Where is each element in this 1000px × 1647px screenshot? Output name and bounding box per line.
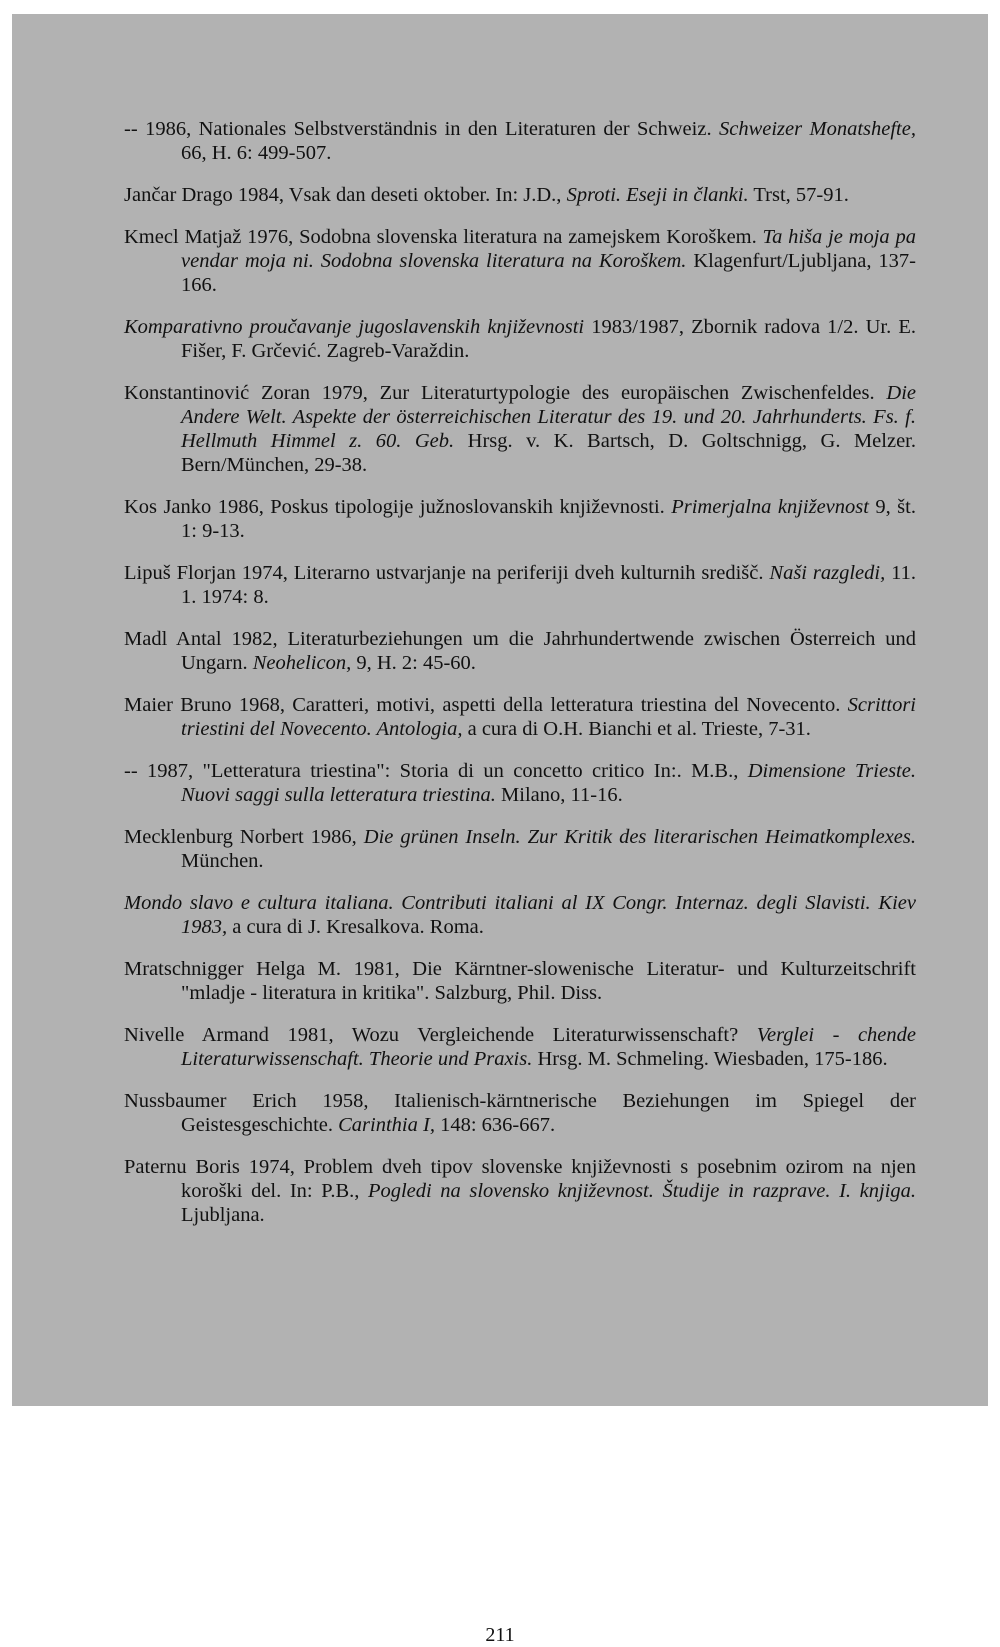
entry-title-italic: Die Andere Welt. Aspekte der österreichischen Literatur des 19. und 20. Jahrhunderts. Fs. f. Hellmuth Himmel z. 60. Geb. [181,382,916,452]
entry-text: Hrsg. M. Schmeling. Wiesbaden, 175-186. [532,1048,888,1070]
entry-title-italic: Ta hiša je moja pa vendar moja ni. Sodobna slovenska literatura na Koroškem. [181,226,916,272]
entry-text: Mratschnigger Helga M. 1981, Die Kärntner-slowenische Literatur- und Kulturzeitschrift "mladje - literatura in kritika". Salzburg, Phil. Diss. [124,958,916,1004]
bibliography-list [124,117,916,1245]
entry-text: 9, H. 2: 45-60. [351,652,476,674]
entry-title-italic: Primerjalna književnost [671,496,869,518]
bibliography-entry [124,1155,916,1227]
page-number: 211 [485,1624,515,1646]
entry-text: München. [181,850,264,872]
entry-text: 11. 1. 1974: 8. [181,562,916,608]
scanned-page [12,14,988,1646]
entry-text: -- 1986, Nationales Selbstverständnis in den Literaturen der Schweiz. [124,118,719,140]
bibliography-entry [124,183,916,207]
entry-title-italic: Die grünen Inseln. Zur Kritik des literarischen Heimatkomplexes. [363,826,916,848]
entry-text: 148: 636-667. [434,1114,556,1136]
entry-text: Kmecl Matjaž 1976, Sodobna slovenska literatura na zamejskem Koroškem. [124,226,763,248]
entry-text: Lipuš Florjan 1974, Literarno ustvarjanje na periferiji dveh kulturnih središč. [124,562,770,584]
entry-title-italic: Naši razgledi, [769,562,886,584]
entry-text: Madl Antal 1982, Literaturbeziehungen um die Jahrhundertwende zwischen Österreich und Ungarn. [124,628,916,674]
entry-text: a cura di J. Kresalkova. Roma. [227,916,484,938]
entry-title-italic: Dimensione Trieste. Nuovi saggi sulla letteratura triestina. [181,760,916,806]
bibliography-entry [124,627,916,675]
entry-text: 9, št. 1: 9-13. [181,496,916,542]
entry-text: Paternu Boris 1974, Problem dveh tipov slovenske književnosti s posebnim ozirom na njen koroški del. In: P.B., [124,1156,916,1202]
bibliography-entry [124,891,916,939]
bibliography-entry [124,225,916,297]
entry-text: 1983/1987, Zbornik radova 1/2. Ur. E. Fišer, F. Grčević. Zagreb-Varaždin. [181,316,916,362]
entry-text: Trst, 57-91. [748,184,849,206]
entry-title-italic: Verglei - chende Literaturwissenschaft. Theorie und Praxis. [181,1024,916,1070]
entry-text: Konstantinović Zoran 1979, Zur Literaturtypologie des europäischen Zwischenfeldes. [124,382,887,404]
bibliography-entry [124,495,916,543]
entry-title-italic: Scrittori triestini del Novecento. Antologia, [181,694,916,740]
entry-title-italic: Neohelicon, [252,652,352,674]
entry-title-italic: Schweizer Monatshefte, [718,118,916,140]
bibliography-entry [124,561,916,609]
entry-text: -- 1987, "Letteratura triestina": Storia di un concetto critico In:. M.B., [124,760,748,782]
entry-text: a cura di O.H. Bianchi et al. Trieste, 7-31. [462,718,811,740]
entry-text: 66, H. 6: 499-507. [181,142,332,164]
entry-title-italic: Carinthia I, [338,1114,435,1136]
bibliography-entry [124,315,916,363]
entry-text: Nussbaumer Erich 1958, Italienisch-kärntnerische Beziehungen im Spiegel der Geistesgeschichte. [124,1090,916,1136]
entry-title-italic: Mondo slavo e cultura italiana. Contributi italiani al IX Congr. Internaz. degli Slavisti. Kiev 1983, [124,892,916,938]
entry-title-italic: Komparativno proučavanje jugoslavenskih književnosti [124,316,585,338]
entry-text: Hrsg. v. K. Bartsch, D. Goltschnigg, G. Melzer. Bern/München, 29-38. [181,430,916,476]
bibliography-entry [124,1089,916,1137]
entry-title-italic: Pogledi na slovensko književnost. Študije in razprave. I. knjiga. [367,1180,916,1202]
entry-text: Milano, 11-16. [495,784,623,806]
bibliography-entry [124,1023,916,1071]
entry-text: Ljubljana. [181,1204,265,1226]
entry-title-italic: Sproti. Eseji in članki. [566,184,749,206]
entry-text: Nivelle Armand 1981, Wozu Vergleichende Literaturwissenschaft? [124,1024,757,1046]
entry-text: Mecklenburg Norbert 1986, [124,826,364,848]
entry-text: Klagenfurt/Ljubljana, 137-166. [181,250,916,296]
bibliography-entry [124,693,916,741]
bibliography-entry [124,381,916,477]
bibliography-entry [124,825,916,873]
entry-text: Maier Bruno 1968, Caratteri, motivi, aspetti della letteratura triestina del Novecento. [124,694,848,716]
bibliography-entry [124,759,916,807]
bibliography-entry [124,957,916,1005]
bibliography-entry [124,117,916,165]
entry-text: Jančar Drago 1984, Vsak dan deseti oktober. In: J.D., [124,184,567,206]
entry-text: Kos Janko 1986, Poskus tipologije južnoslovanskih književnosti. [124,496,672,518]
